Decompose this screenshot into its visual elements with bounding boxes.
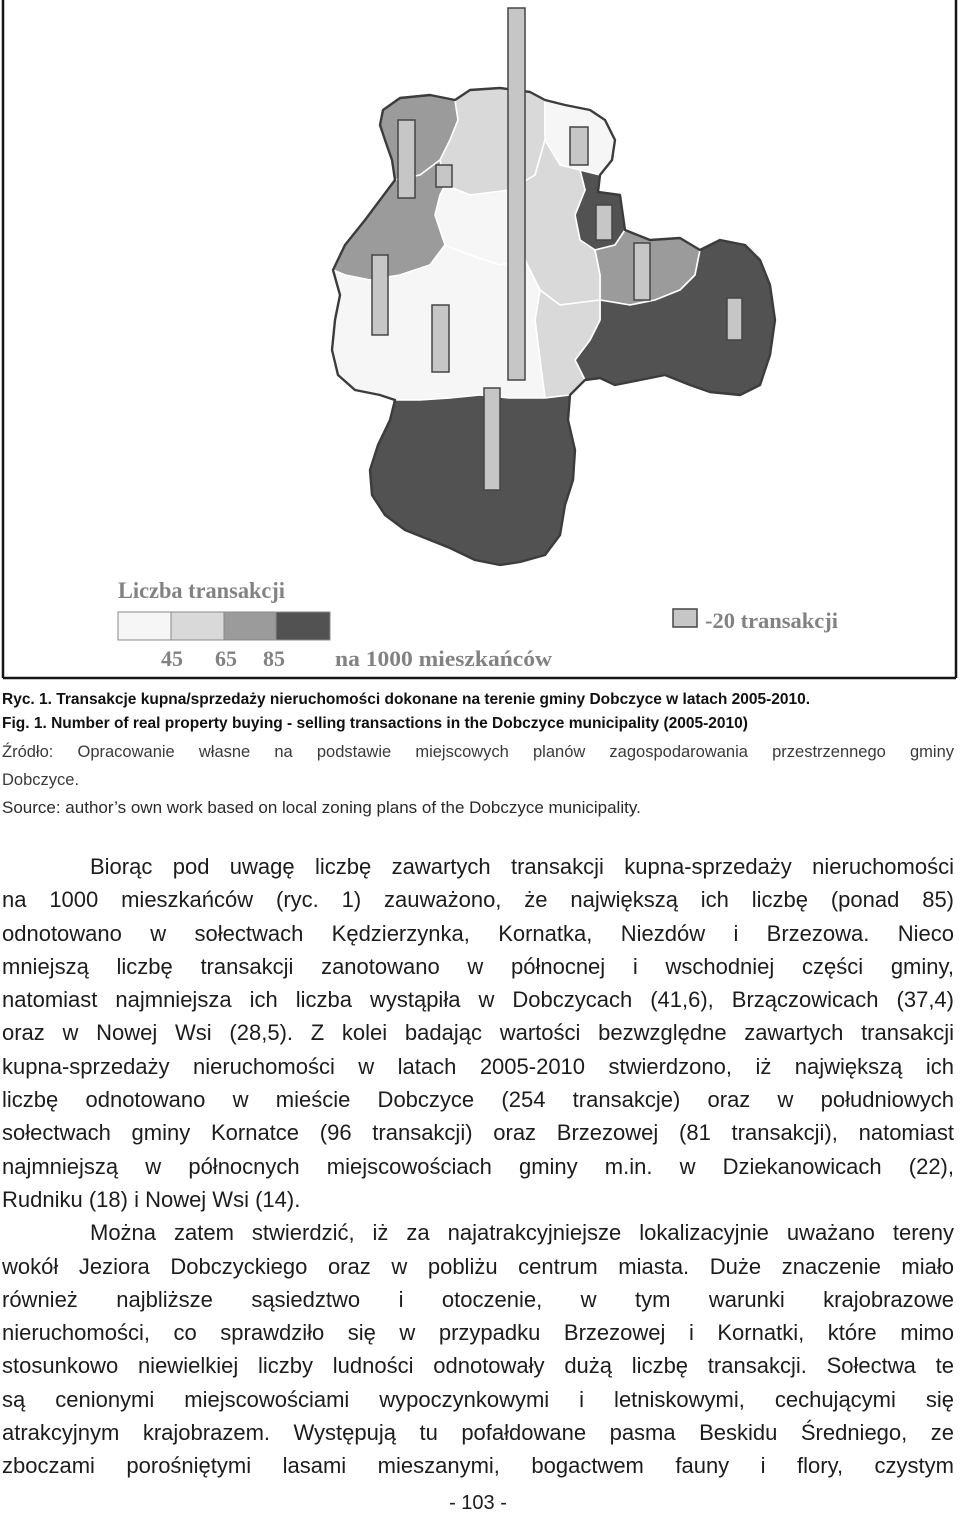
transaction-bar — [634, 243, 650, 300]
legend-swatch — [224, 612, 276, 640]
text-line: oraz w Nowej Wsi (28,5). Z kolei badając wartości bezwzględne zawartych transakcji — [2, 1020, 954, 1046]
legend-bar-scale — [673, 608, 838, 633]
transaction-bar — [727, 298, 742, 340]
text-line: liczbę odnotowano w mieście Dobczyce (254 transakcje) oraz w południowych — [2, 1087, 954, 1113]
text-line: mniejszą liczbę transakcji zanotowano w północnej i wschodniej części gminy, — [2, 953, 954, 979]
transaction-bar — [508, 8, 525, 380]
transaction-bar — [596, 205, 612, 240]
figure-source-polish-continued: Dobczyce. — [2, 771, 80, 789]
transaction-bar — [570, 127, 588, 165]
page-number: - 103 - — [449, 1492, 507, 1514]
legend-unit-label: na 1000 mieszkańców — [335, 646, 553, 671]
text-line: stosunkowo niewielkiej liczby ludności odnotowały dużą liczbę transakcji. Sołectwa te — [2, 1353, 954, 1379]
text-line: Rudniku (18) i Nowej Wsi (14). — [2, 1186, 301, 1212]
text-line: Można zatem stwierdzić, iż za najatrakcyjniejsze lokalizacyjnie uważano tereny — [90, 1220, 954, 1246]
text-line: zboczami porośniętymi lasami mieszanymi, bogactwem fauny i flory, czystym — [2, 1453, 954, 1479]
legend-break-label: 65 — [215, 646, 237, 671]
text-line: na 1000 mieszkańców (ryc. 1) zauważono, że największą ich liczbę (ponad 85) — [2, 887, 954, 913]
paragraph — [2, 1216, 954, 1482]
text-line: sołectwach gminy Kornatce (96 transakcji) oraz Brzezowej (81 transakcji), natomiast — [2, 1120, 954, 1146]
text-line: nieruchomości, co sprawdziło się w przypadku Brzezowej i Kornatki, które mimo — [2, 1320, 954, 1346]
text-line: najmniejszą w północnych miejscowościach gminy m.in. w Dziekanowicach (22), — [2, 1153, 954, 1179]
text-line: są cenionymi miejscowościami wypoczynkowymi i letniskowymi, cechującymi się — [2, 1386, 954, 1412]
transaction-bar — [436, 165, 452, 187]
legend-break-label: 45 — [161, 646, 183, 671]
legend-title: Liczba transakcji — [118, 578, 286, 603]
figure-map — [0, 0, 960, 680]
transaction-bar — [432, 305, 449, 372]
figure-source-polish: Źródło: Opracowanie własne na podstawie miejscowych planów zagospodarowania przestrzennego gminy — [2, 743, 954, 761]
legend-break-label: 85 — [263, 646, 285, 671]
figure-caption-polish: Ryc. 1. Transakcje kupna/sprzedaży nieruchomości dokonane na terenie gminy Dobczyce w latach 2005-2010. — [2, 691, 811, 708]
map-region — [370, 395, 575, 565]
body-text — [2, 850, 954, 1483]
transaction-bar — [398, 120, 415, 198]
text-line: wokół Jeziora Dobczyckiego oraz w pobliżu centrum miasta. Duże znaczenie miało — [2, 1253, 954, 1279]
legend-classes — [118, 578, 552, 671]
paragraph — [2, 850, 954, 1216]
transaction-bar — [372, 255, 388, 335]
figure-source-english: Source: author’s own work based on local zoning plans of the Dobczyce municipality. — [2, 798, 641, 817]
legend-swatch — [118, 612, 171, 640]
text-line: odnotowano w sołectwach Kędzierzynka, Kornatka, Niezdów i Brzezowa. Nieco — [2, 920, 954, 946]
text-line: kupna-sprzedaży nieruchomości w latach 2005-2010 stwierdzono, iż największą ich — [2, 1053, 954, 1079]
legend-swatch — [171, 612, 224, 640]
text-line: natomiast najmniejsza ich liczba wystąpiła w Dobczycach (41,6), Brzączowicach (37,4) — [2, 987, 954, 1013]
transaction-bar — [484, 388, 500, 490]
map-region — [333, 160, 445, 280]
text-line: również najbliższe sąsiedztwo i otoczenie, w tym warunki krajobrazowe — [2, 1286, 954, 1312]
figure-caption-english: Fig. 1. Number of real property buying - selling transactions in the Dobczyce municipality (2005-2010) — [2, 715, 748, 732]
text-line: atrakcyjnym krajobrazem. Występują tu pofałdowane pasma Beskidu Średniego, ze — [2, 1420, 954, 1446]
legend-swatch — [276, 612, 330, 640]
legend-bar-label: -20 transakcji — [705, 608, 838, 633]
legend-bar-swatch — [673, 609, 697, 627]
text-line: Biorąc pod uwagę liczbę zawartych transakcji kupna-sprzedaży nieruchomości — [90, 854, 954, 879]
